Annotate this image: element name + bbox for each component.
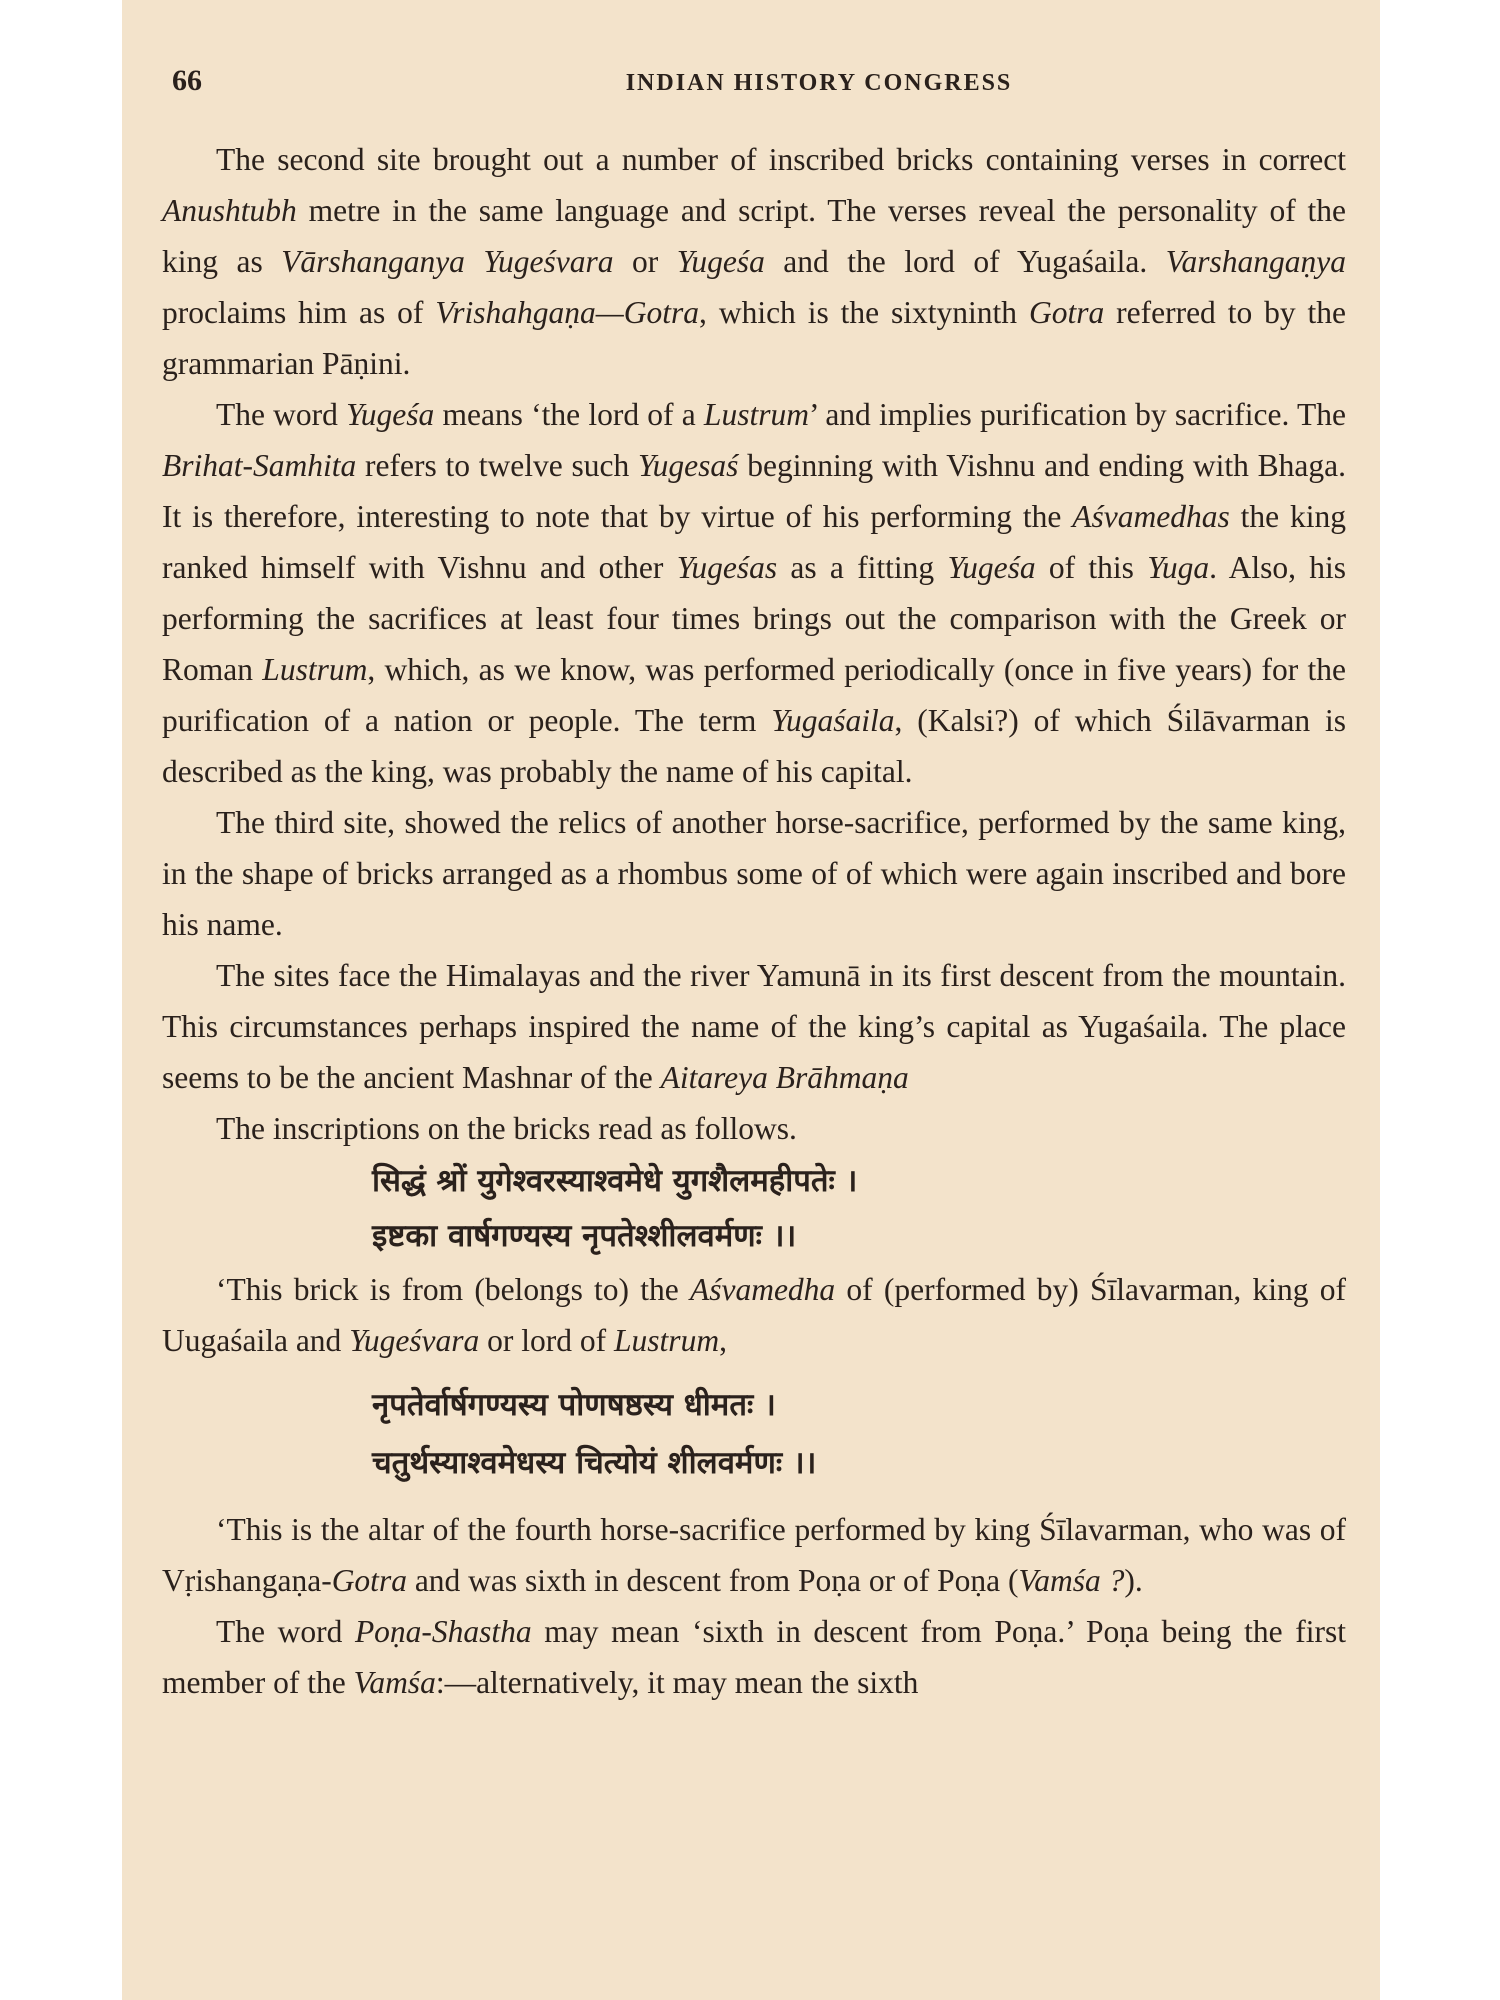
italic-term: Brihat-Samhita xyxy=(162,448,357,483)
running-head: INDIAN HISTORY CONGRESS xyxy=(625,70,1013,96)
italic-term: Lustrum xyxy=(614,1323,720,1358)
body-text xyxy=(162,134,1346,1708)
italic-term: Yugesaś xyxy=(638,448,739,483)
italic-term: Vrishahgaṇa—Gotra xyxy=(435,295,700,330)
italic-term: Yugaśaila xyxy=(771,703,895,738)
page-header xyxy=(162,64,1346,100)
translation-paragraph: ‘This is the altar of the fourth horse-sacrifice performed by king Śīlavarman, who was of Vṛishangaṇa-Gotra and was sixth in descent from Poṇa or of Poṇa (Vamśa ?). xyxy=(162,1512,1346,1598)
paragraph: The sites face the Himalayas and the river Yamunā in its first descent from the mountain. This circumstances perhaps inspired the name of the king’s capital as Yugaśaila. The place seems to be the ancient Mashnar of the Aitareya Brāhmaṇa xyxy=(162,958,1346,1095)
italic-term: Anushtubh xyxy=(162,193,297,228)
sanskrit-verse-1 xyxy=(162,1154,1346,1264)
italic-term: Yuga xyxy=(1147,550,1210,585)
paragraph: The third site, showed the relics of another horse-sacrifice, performed by the same king, in the shape of bricks arranged as a rhombus some of of which were again inscribed and bore his name. xyxy=(162,805,1346,942)
italic-term: Vamśa xyxy=(353,1665,436,1700)
italic-term: Vamśa ? xyxy=(1018,1563,1125,1598)
verse-line: सिद्धं श्रों युगेश्वरस्याश्वमेधे युगशैलमहीपतेः । xyxy=(372,1163,858,1199)
italic-term: Vārshanganya Yugeśvara xyxy=(281,244,614,279)
paragraph: The word Yugeśa means ‘the lord of a Lustrum’ and implies purification by sacrifice. The Brihat-Samhita refers to twelve such Yugesaś beginning with Vishnu and ending with Bhaga. It is therefore, interesting to note that by virtue of his performing the Aśvamedhas the king ranked himself with Vishnu and other Yugeśas as a fitting Yugeśa of this Yuga. Also, his performing the sacrifices at least four times brings out the comparison with the Greek or Roman Lustrum, which, as we know, was performed periodically (once in five years) for the purification of a nation or people. The term Yugaśaila, (Kalsi?) of which Śilāvarman is described as the king, was probably the name of his capital. xyxy=(162,397,1347,789)
paragraph: The second site brought out a number of inscribed bricks containing verses in correct Anushtubh metre in the same language and script. The verses reveal the personality of the king as Vārshanganya Yugeśvara or Yugeśa and the lord of Yugaśaila. Varshangaṇya proclaims him as of Vrishahgaṇa—Gotra, which is the sixtyninth Gotra referred to by the grammarian Pāṇini. xyxy=(162,142,1347,381)
verse-line: नृपतेर्वार्षगण्यस्य पोणषष्ठस्य धीमतः । xyxy=(372,1387,776,1423)
italic-term: Varshangaṇya xyxy=(1165,244,1346,279)
italic-term: Lustrum xyxy=(703,397,809,432)
italic-term: Yugeśvara xyxy=(349,1323,480,1358)
italic-term: Yugeśas xyxy=(676,550,778,585)
italic-term: Gotra xyxy=(1028,295,1105,330)
italic-term: Yugeśa xyxy=(676,244,765,279)
page-number: 66 xyxy=(172,64,202,97)
translation-paragraph: ‘This brick is from (belongs to) the Aśvamedha of (performed by) Śīlavarman, king of Uugaśaila and Yugeśvara or lord of Lustrum, xyxy=(162,1272,1346,1358)
italic-term: Yugeśa xyxy=(947,550,1036,585)
paragraph: The inscriptions on the bricks read as follows. xyxy=(216,1111,797,1146)
paragraph: The word Poṇa-Shastha may mean ‘sixth in descent from Poṇa.’ Poṇa being the first member of the Vamśa:—alternatively, it may mean the sixth xyxy=(162,1614,1346,1700)
page-content xyxy=(162,0,1346,2000)
italic-term: Poṇa-Shastha xyxy=(354,1614,532,1649)
sanskrit-verse-2 xyxy=(162,1366,1346,1504)
italic-term: Aśvamedhas xyxy=(1072,499,1230,534)
italic-term: Lustrum xyxy=(262,652,368,687)
italic-term: Aitareya Brāhmaṇa xyxy=(660,1060,909,1095)
italic-term: Yugeśa xyxy=(346,397,435,432)
book-page xyxy=(122,0,1380,2000)
italic-term: Gotra xyxy=(331,1563,407,1598)
verse-line: इष्टका वार्षगण्यस्य नृपतेश्शीलवर्मणः ।। xyxy=(372,1218,797,1254)
italic-term: Aśvamedha xyxy=(689,1272,836,1307)
verse-line: चतुर्थस्याश्वमेधस्य चित्योयं शीलवर्मणः ।। xyxy=(372,1445,817,1481)
